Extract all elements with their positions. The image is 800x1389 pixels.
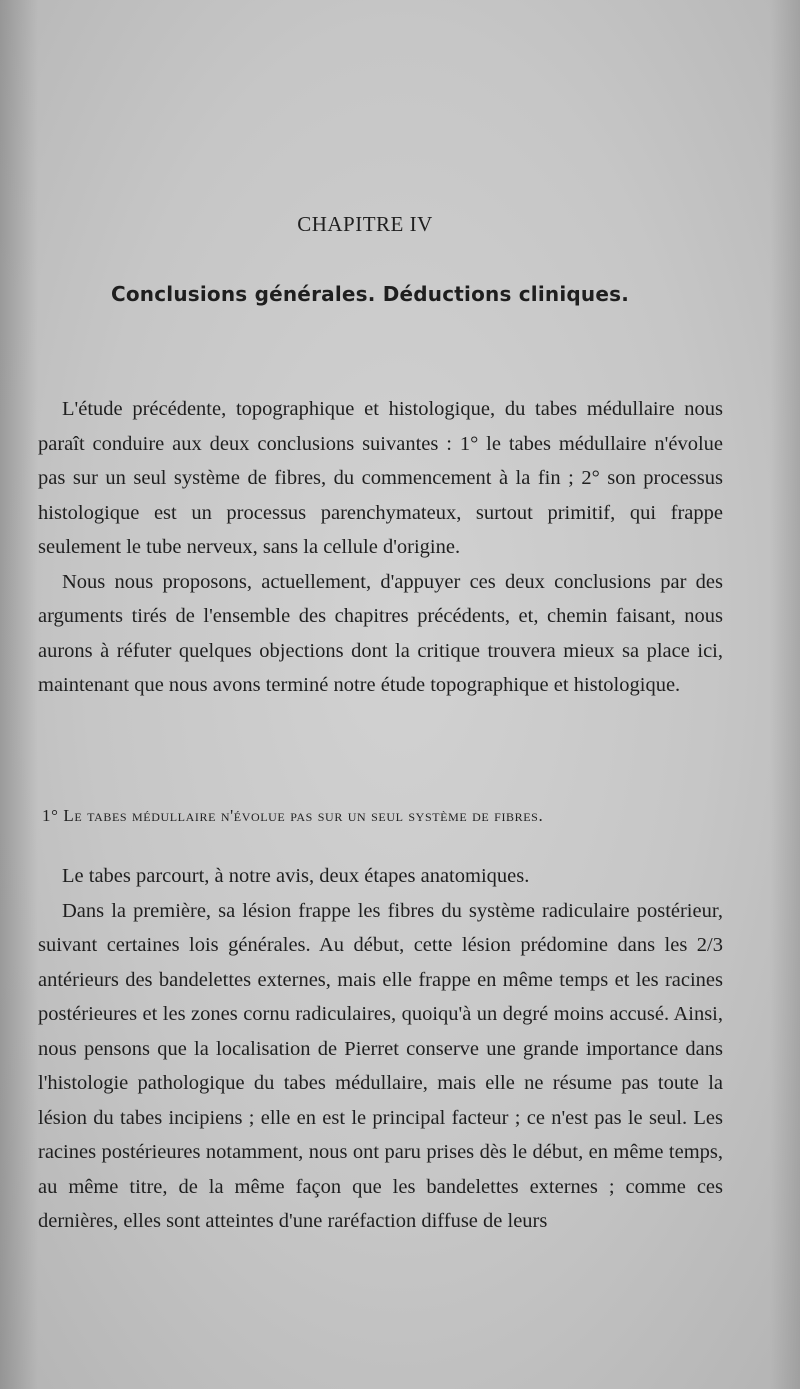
paragraph-intro-1: L'étude précédente, topographique et histologique, du tabes médullaire nous paraît conduire aux deux conclusions suivantes : 1° le tabes médullaire n'évolue pas sur un seul système de fibres, du commencement à la fin ; 2° son processus histologique est un processus parenchymateux, surtout primitif, qui frappe seulement le tube nerveux, sans la cellule d'origine. xyxy=(38,398,723,558)
chapter-heading: Conclusions générales. Déductions cliniques. xyxy=(110,282,630,306)
intro-text-block xyxy=(38,392,723,703)
paragraph-intro-2: Nous nous proposons, actuellement, d'appuyer ces deux conclusions par des arguments tirés de l'ensemble des chapitres précédents, et, chemin faisant, nous aurons à réfuter quelques objections dont la critique trouvera mieux sa place ici, maintenant que nous avons terminé notre étude topographique et histologique. xyxy=(38,570,723,696)
section-text-block xyxy=(38,859,723,1239)
chapter-title: CHAPITRE IV xyxy=(297,212,433,236)
section-heading: 1° Le tabes médullaire n'évolue pas sur un seul système de fibres. xyxy=(42,806,544,825)
paragraph-section-2: Dans la première, sa lésion frappe les fibres du système radiculaire postérieur, suivant certaines lois générales. Au début, cette lésion prédomine dans les 2/3 antérieurs des bandelettes externes, mais elle frappe en même temps et les racines postérieures et les zones cornu radiculaires, quoiqu'à un degré moins accusé. Ainsi, nous pensons que la localisation de Pierret conserve une grande importance dans l'histologie pathologique du tabes médullaire, mais elle ne résume pas toute la lésion du tabes incipiens ; elle en est le principal facteur ; ce n'est pas le seul. Les racines postérieures notamment, nous ont paru prises dès le début, en même temps, au même titre, de la même façon que les bandelettes externes ; comme ces dernières, elles sont atteintes d'une raréfaction diffuse de leurs xyxy=(38,899,723,1232)
paragraph-section-1: Le tabes parcourt, à notre avis, deux étapes anatomiques. xyxy=(62,865,530,887)
